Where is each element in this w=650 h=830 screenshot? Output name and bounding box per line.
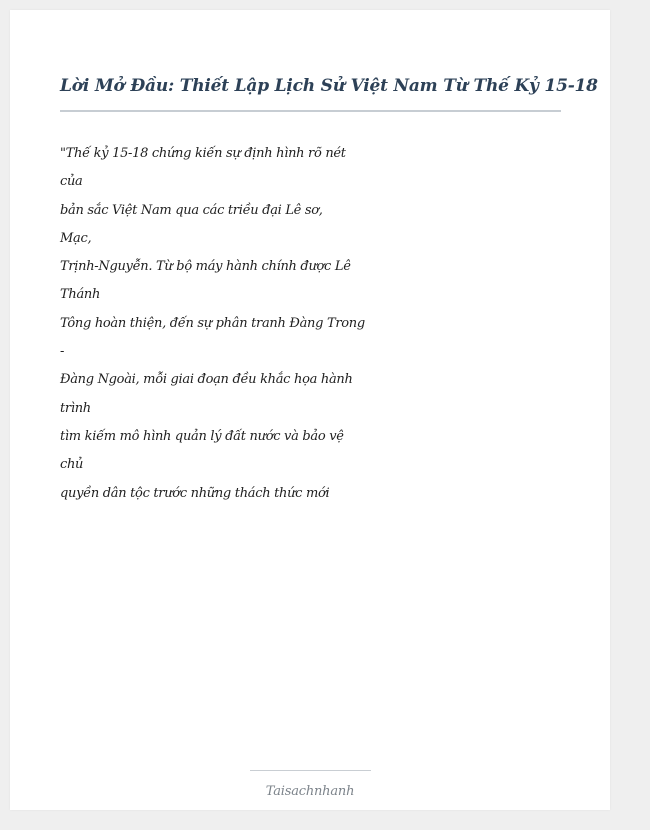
body-line: Mạc,	[60, 230, 92, 246]
body-line: bản sắc Việt Nam qua các triều đại Lê sơ,	[60, 202, 323, 218]
body-paragraph	[60, 140, 380, 508]
body-line: "Thế kỷ 15-18 chứng kiến sự định hình rõ nét	[60, 146, 346, 161]
body-line: Đàng Ngoài, mỗi giai đoạn đều khắc họa hành	[60, 372, 353, 388]
body-line: Thánh	[60, 287, 101, 303]
footer-brand: Taisachnhanh	[265, 784, 355, 799]
body-line: Trịnh-Nguyễn. Từ bộ máy hành chính được Lê	[60, 259, 351, 275]
document-page	[10, 10, 610, 810]
body-line: tìm kiếm mô hình quản lý đất nước và bảo vệ	[60, 428, 344, 444]
body-line: trình	[60, 400, 91, 416]
body-line: Tông hoàn thiện, đến sự phân tranh Đàng Trong	[60, 315, 365, 331]
body-line: quyền dân tộc trước những thách thức mới	[60, 485, 330, 501]
footer-divider	[250, 770, 371, 771]
page-title: Lời Mở Đầu: Thiết Lập Lịch Sử Việt Nam Từ Thế Kỷ 15-18	[60, 76, 598, 96]
body-line: -	[60, 344, 65, 360]
body-line: của	[60, 174, 83, 190]
title-divider	[60, 110, 561, 112]
body-line: chủ	[60, 457, 84, 473]
